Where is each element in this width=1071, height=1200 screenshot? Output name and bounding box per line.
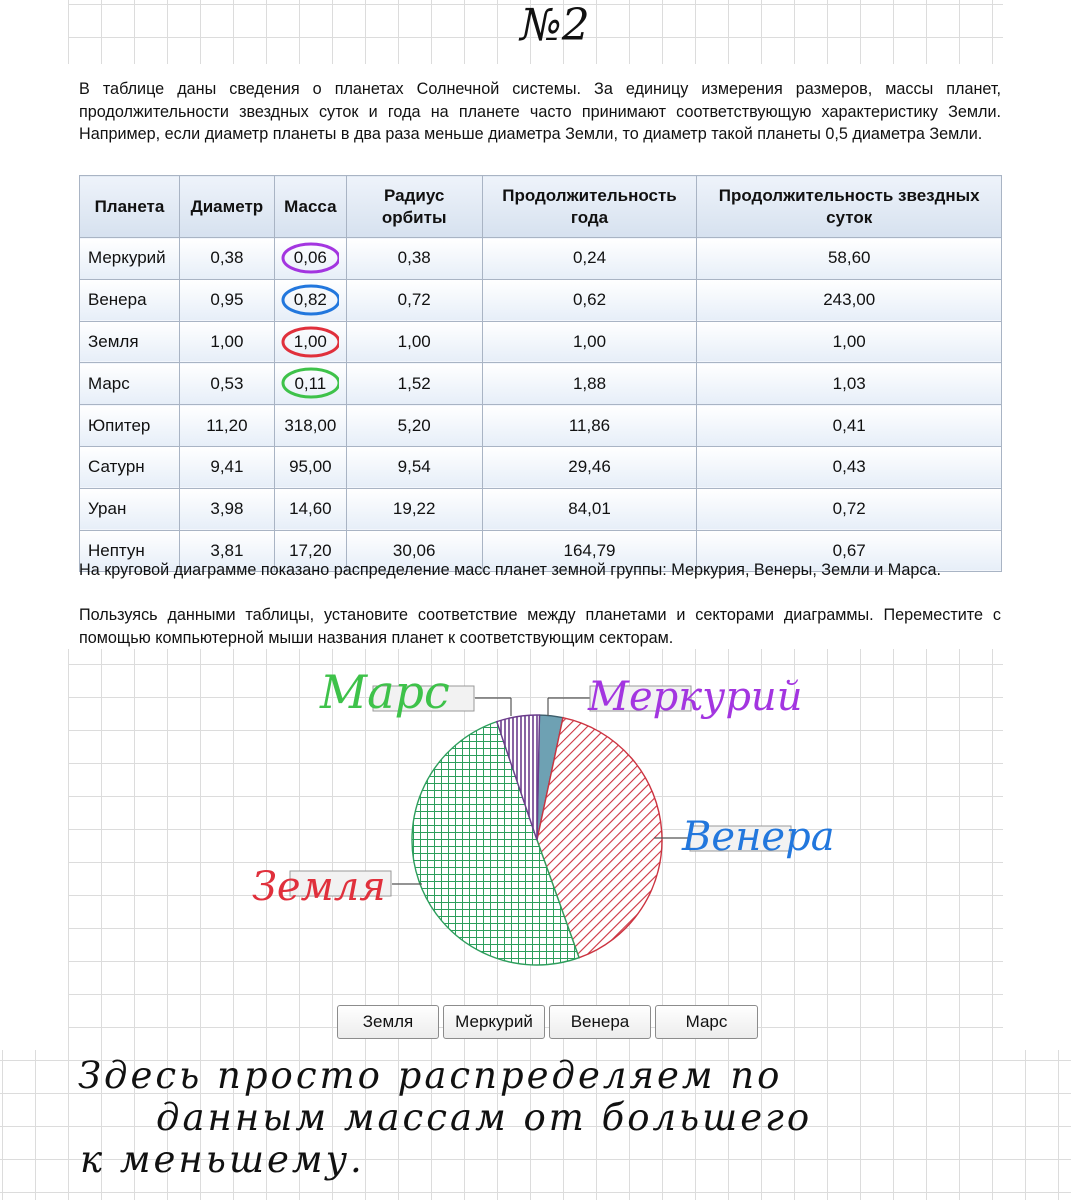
table-cell (346, 279, 482, 321)
cell-value: 0,38 (210, 248, 244, 268)
handwritten-label-mercury: Меркурий (588, 674, 803, 720)
cell-value: 1,52 (397, 373, 431, 393)
option-mercury-chip[interactable]: Меркурий (443, 1005, 545, 1039)
cell-value: 9,41 (210, 457, 244, 477)
cell-value: Меркурий (88, 248, 166, 268)
table-cell (346, 405, 482, 447)
table-cell (482, 446, 697, 488)
page-number-handwritten: №2 (520, 0, 590, 51)
cell-value: 0,53 (210, 373, 244, 393)
cell-value: 0,38 (397, 248, 431, 268)
table-header-cell: Продолжительность звездных суток (697, 176, 1002, 238)
draggable-options-bar (337, 1005, 777, 1039)
table-cell (482, 405, 697, 447)
planet-name-cell (80, 405, 180, 447)
handwritten-label-venus: Венера (682, 814, 835, 860)
table-cell (274, 405, 346, 447)
table-cell (274, 488, 346, 530)
table-cell (346, 488, 482, 530)
table-cell (179, 446, 274, 488)
task-intro-text: В таблице даны сведения о планетах Солнечной системы. За единицу измерения размеров, массы планет, продолжительности звездных суток и года на планете часто принимают соответствующую характеристику Земли. Например, если диаметр планеты в два раза меньше диаметра Земли, то диаметр такой планеты 0,5 диаметра Земли. (79, 80, 1001, 143)
cell-value: Земля (88, 331, 139, 351)
option-venus-chip[interactable]: Венера (549, 1005, 651, 1039)
cell-value: 1,88 (572, 373, 607, 393)
pie-description-text: На круговой диаграмме показано распределение масс планет земной группы: Меркурия, Венеры, Земли и Марса. (79, 561, 942, 579)
handwritten-label-mars: Марс (320, 665, 450, 719)
table-row (80, 363, 1002, 405)
table-cell (697, 363, 1002, 405)
cell-value: Венера (88, 290, 147, 310)
table-cell (697, 321, 1002, 363)
table-cell (697, 238, 1002, 280)
cell-value: 0,41 (832, 415, 866, 435)
cell-value: 0,72 (832, 499, 866, 519)
cell-value: 84,01 (568, 499, 611, 519)
cell-value: 3,81 (210, 540, 244, 560)
table-header-cell: Радиус орбиты (346, 176, 482, 238)
cell-value: 5,20 (397, 415, 431, 435)
cell-value: Нептун (88, 540, 145, 560)
cell-value: 29,46 (568, 457, 611, 477)
table-header-cell: Планета (80, 176, 180, 238)
cell-value: 318,00 (284, 415, 337, 435)
note-line-2: данным массам от большего (156, 1096, 813, 1139)
cell-value: 0,95 (210, 290, 244, 310)
note-line-1: Здесь просто распределяем по (78, 1054, 783, 1097)
cell-value: 17,20 (289, 540, 332, 560)
table-body (80, 238, 1002, 572)
planet-name-cell (80, 238, 180, 280)
cell-value: 0,06 (293, 248, 327, 268)
table-cell (482, 279, 697, 321)
table-row (80, 446, 1002, 488)
option-earth-chip[interactable]: Земля (337, 1005, 439, 1039)
instruction-text: Пользуясь данными таблицы, установите соответствие между планетами и секторами диаграммы. Переместите с помощью компьютерной мыши названия планет к соответствующим секторам. (79, 606, 1001, 647)
table-cell (346, 321, 482, 363)
cell-value: Сатурн (88, 457, 145, 477)
table-cell (346, 238, 482, 280)
table-cell (179, 405, 274, 447)
cell-value: 0,43 (832, 457, 866, 477)
table-cell (179, 279, 274, 321)
table-row (80, 488, 1002, 530)
table-row (80, 321, 1002, 363)
planets-table (79, 175, 1002, 572)
cell-value: 164,79 (563, 540, 616, 560)
cell-value: Марс (88, 373, 130, 393)
table-cell (179, 363, 274, 405)
table-cell (697, 405, 1002, 447)
table-header-cell: Диаметр (179, 176, 274, 238)
cell-value: 11,20 (206, 415, 248, 435)
cell-value: 14,60 (289, 499, 332, 519)
planet-name-cell (80, 363, 180, 405)
cell-value: Юпитер (88, 415, 151, 435)
table-cell (482, 238, 697, 280)
planet-name-cell (80, 321, 180, 363)
table-cell (697, 446, 1002, 488)
cell-value: 1,00 (293, 331, 327, 351)
table-header-row (80, 176, 1002, 238)
cell-value: 0,82 (293, 290, 327, 310)
planet-name-cell (80, 446, 180, 488)
table-cell (346, 446, 482, 488)
table-cell (482, 363, 697, 405)
table-row (80, 238, 1002, 280)
cell-value: 3,98 (210, 499, 244, 519)
handwritten-label-earth: Земля (252, 864, 386, 910)
table-cell (274, 279, 346, 321)
cell-value: 30,06 (392, 540, 436, 560)
table-header-cell: Масса (274, 176, 346, 238)
cell-value: 1,00 (832, 331, 866, 351)
cell-value: 9,54 (397, 457, 431, 477)
table-cell (274, 238, 346, 280)
table-cell (179, 488, 274, 530)
cell-value: 1,00 (572, 331, 607, 351)
table-cell (274, 363, 346, 405)
cell-value: 0,11 (294, 373, 327, 393)
cell-value: 0,62 (572, 290, 607, 310)
note-line-3: к меньшему. (80, 1138, 365, 1181)
table-cell (697, 488, 1002, 530)
cell-value: 19,22 (392, 499, 436, 519)
table-cell (346, 363, 482, 405)
table-cell (482, 321, 697, 363)
table-cell (179, 238, 274, 280)
cell-value: 0,72 (397, 290, 431, 310)
pie-chart-svg (0, 650, 1071, 1000)
cell-value: 1,03 (832, 373, 866, 393)
cell-value: 95,00 (289, 457, 332, 477)
table-header-cell: Продолжительность года (482, 176, 697, 238)
planet-name-cell (80, 279, 180, 321)
cell-value: Уран (88, 499, 127, 519)
table-cell (274, 321, 346, 363)
table-cell (179, 321, 274, 363)
table-cell (482, 488, 697, 530)
cell-value: 243,00 (823, 290, 876, 310)
table-cell (274, 446, 346, 488)
cell-value: 0,67 (832, 540, 866, 560)
table-row (80, 279, 1002, 321)
cell-value: 58,60 (827, 248, 871, 268)
cell-value: 11,86 (568, 415, 611, 435)
pie-chart-area (0, 650, 1071, 1000)
cell-value: 1,00 (397, 331, 431, 351)
cell-value: 1,00 (210, 331, 244, 351)
cell-value: 0,24 (572, 248, 607, 268)
handwritten-note (70, 1050, 1005, 1200)
option-mars-chip[interactable]: Марс (655, 1005, 758, 1039)
table-row (80, 405, 1002, 447)
table-cell (697, 279, 1002, 321)
planet-name-cell (80, 488, 180, 530)
